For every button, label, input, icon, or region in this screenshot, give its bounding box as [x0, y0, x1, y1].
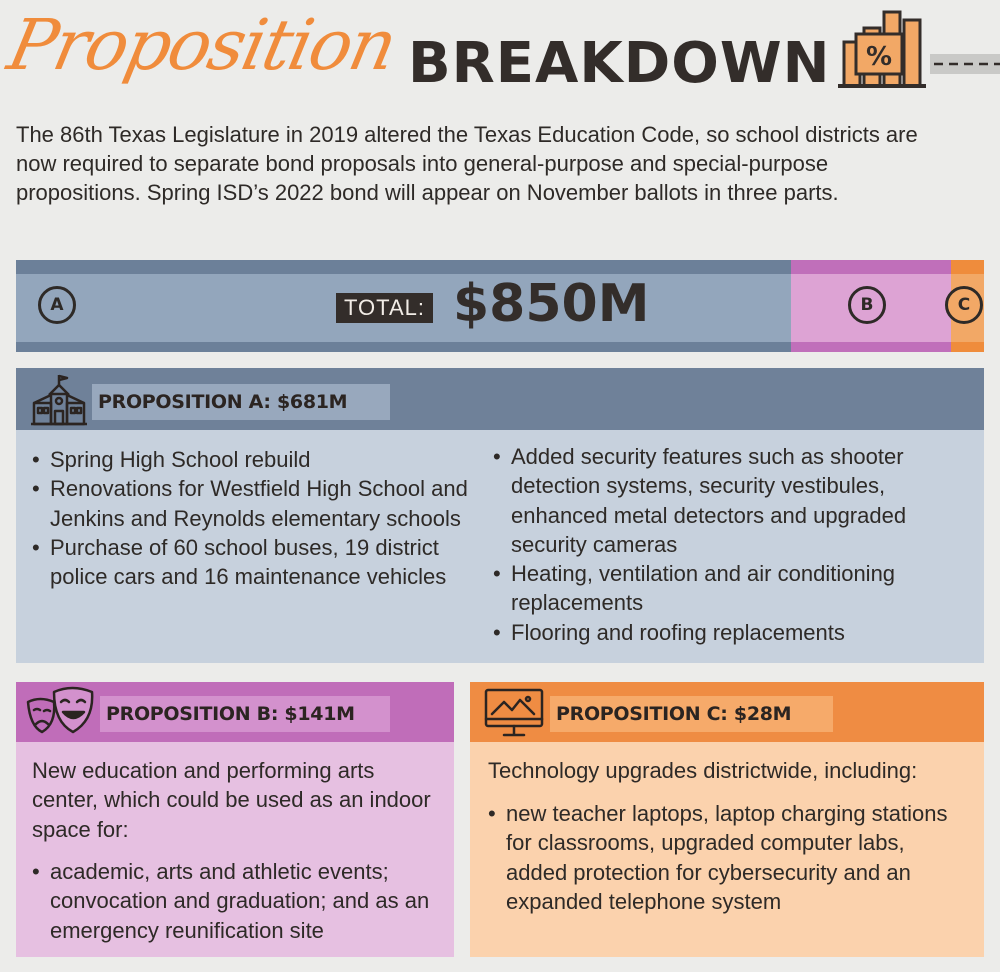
total-value: $850M: [453, 274, 650, 334]
list-item: • Added security features such as shooter detection systems, security vestibules, enhanced metal detectors and upgraded security cameras: [493, 442, 963, 559]
proposition-a-list-right: [493, 442, 963, 647]
title-bold: BREAKDOWN: [408, 31, 831, 96]
proposition-c-header: [470, 682, 984, 742]
intro-paragraph: The 86th Texas Legislature in 2019 altered the Texas Education Code, so school districts are now required to separate bond proposals into general-purpose and special-purpose propositions. Spring ISD’s 2022 bond will appear on November ballots in three parts.: [16, 122, 918, 205]
list-item: • Purchase of 60 school buses, 19 district police cars and 16 maintenance vehicles: [32, 533, 472, 592]
list-item: • academic, arts and athletic events; convocation and graduation; and as an emergency reunification site: [32, 857, 442, 945]
list-item: • Flooring and roofing replacements: [493, 618, 963, 647]
proposition-c-list: [488, 799, 958, 916]
monitor-icon: [484, 688, 544, 738]
header-rule: [930, 54, 1000, 74]
list-item: • Heating, ventilation and air conditioning replacements: [493, 559, 963, 618]
proposition-b-title: PROPOSITION B: $141M: [106, 703, 355, 725]
theater-masks-icon: [24, 684, 102, 742]
list-item: • Renovations for Westfield High School and Jenkins and Reynolds elementary schools: [32, 474, 472, 533]
proposition-c-card: [470, 682, 984, 957]
proposition-c-description: Technology upgrades districtwide, including:: [488, 758, 918, 783]
proposition-a-header: [16, 368, 984, 430]
title-script: Proposition: [1, 4, 403, 86]
segment-c-badge: C: [945, 286, 983, 324]
percent-chart-icon: [836, 6, 928, 90]
proposition-b-description: New education and performing arts center, which could be used as an indoor space for:: [32, 758, 431, 842]
segment-a-badge: A: [38, 286, 76, 324]
proposition-b-card: [16, 682, 454, 957]
proposition-a-list-left: [32, 445, 472, 591]
list-item: • new teacher laptops, laptop charging stations for classrooms, upgraded computer labs, added protection for cybersecurity and an expanded telephone system: [488, 799, 958, 916]
segment-b-badge: B: [848, 286, 886, 324]
total-bar: [16, 260, 984, 352]
school-icon: [30, 373, 88, 427]
proposition-b-list: [32, 857, 442, 945]
proposition-a-title: PROPOSITION A: $681M: [98, 391, 348, 413]
svg-text:%: %: [865, 42, 893, 72]
list-item: • Spring High School rebuild: [32, 445, 472, 474]
proposition-c-title: PROPOSITION C: $28M: [556, 703, 792, 725]
proposition-b-header: [16, 682, 454, 742]
proposition-a-card: [16, 368, 984, 663]
total-label: TOTAL:: [336, 293, 433, 323]
